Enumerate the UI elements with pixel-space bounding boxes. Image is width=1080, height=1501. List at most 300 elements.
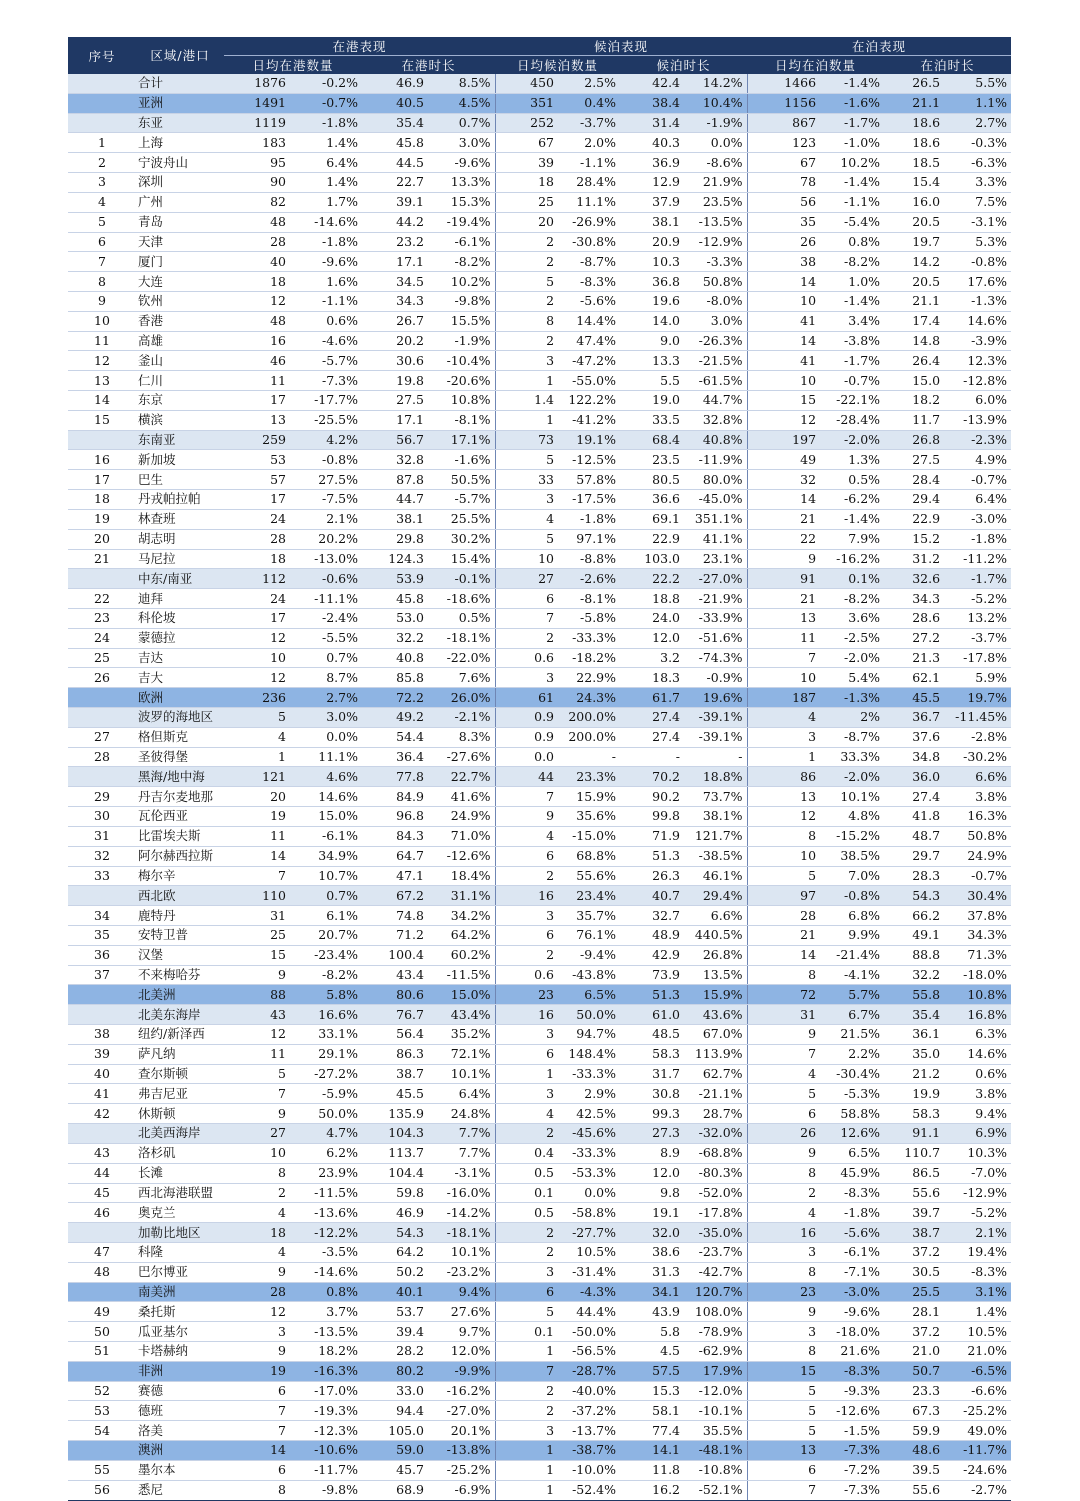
cell-daily-berthing: 97 — [747, 886, 820, 906]
cell-daily-in-port: 3 — [224, 1322, 290, 1342]
cell-daily-berthing-change: -7.3% — [820, 1441, 884, 1461]
cell-in-port-duration: 33.0 — [362, 1381, 428, 1401]
cell-waiting-duration-change: -33.9% — [684, 608, 747, 628]
row-seq: 31 — [68, 826, 136, 846]
cell-daily-waiting-change: 23.3% — [558, 767, 620, 787]
row-seq: 18 — [68, 490, 136, 510]
cell-daily-berthing-change: -2.0% — [820, 430, 884, 450]
row-seq — [68, 985, 136, 1005]
cell-berthing-duration-change: 12.3% — [944, 351, 1011, 371]
cell-berthing-duration: 11.7 — [884, 410, 944, 430]
cell-daily-waiting: 6 — [495, 589, 558, 609]
cell-waiting-duration-change: -10.1% — [684, 1401, 747, 1421]
cell-daily-berthing-change: -8.7% — [820, 727, 884, 747]
cell-daily-berthing-change: -8.2% — [820, 589, 884, 609]
row-seq: 33 — [68, 866, 136, 886]
cell-waiting-duration: 16.2 — [620, 1480, 684, 1500]
cell-berthing-duration-change: -3.9% — [944, 331, 1011, 351]
cell-daily-in-port-change: -11.1% — [290, 589, 362, 609]
row-name: 不来梅哈芬 — [136, 965, 224, 985]
cell-daily-in-port-change: 27.5% — [290, 470, 362, 490]
cell-daily-in-port-change: -1.8% — [290, 232, 362, 252]
cell-berthing-duration-change: 21.0% — [944, 1342, 1011, 1362]
cell-berthing-duration: 34.3 — [884, 589, 944, 609]
cell-waiting-duration-change: -21.1% — [684, 1084, 747, 1104]
cell-daily-in-port-change: 3.7% — [290, 1302, 362, 1322]
cell-waiting-duration-change: 41.1% — [684, 529, 747, 549]
cell-daily-in-port-change: 29.1% — [290, 1044, 362, 1064]
cell-daily-berthing: 2 — [747, 1183, 820, 1203]
cell-berthing-duration-change: 10.3% — [944, 1143, 1011, 1163]
cell-daily-waiting-change: -13.7% — [558, 1421, 620, 1441]
cell-daily-berthing: 31 — [747, 1005, 820, 1025]
cell-waiting-duration: 34.1 — [620, 1282, 684, 1302]
cell-berthing-duration: 35.4 — [884, 1005, 944, 1025]
cell-waiting-duration-change: -32.0% — [684, 1124, 747, 1144]
cell-waiting-duration: 33.5 — [620, 410, 684, 430]
cell-in-port-duration-change: -10.4% — [428, 351, 495, 371]
cell-waiting-duration-change: 3.0% — [684, 311, 747, 331]
cell-berthing-duration: 17.4 — [884, 311, 944, 331]
cell-daily-in-port-change: 15.0% — [290, 807, 362, 827]
cell-in-port-duration: 87.8 — [362, 470, 428, 490]
row-name: 东南亚 — [136, 430, 224, 450]
cell-daily-waiting-change: 35.7% — [558, 906, 620, 926]
cell-berthing-duration-change: 37.8% — [944, 906, 1011, 926]
cell-daily-berthing-change: 6.7% — [820, 1005, 884, 1025]
port-row — [68, 1163, 1011, 1183]
cell-daily-waiting-change: -2.6% — [558, 569, 620, 589]
cell-daily-berthing-change: -22.1% — [820, 391, 884, 411]
cell-waiting-duration: 58.1 — [620, 1401, 684, 1421]
port-row — [68, 470, 1011, 490]
cell-berthing-duration-change: 34.3% — [944, 925, 1011, 945]
row-name: 欧洲 — [136, 688, 224, 708]
cell-in-port-duration: 35.4 — [362, 113, 428, 133]
cell-daily-waiting: 3 — [495, 1262, 558, 1282]
cell-daily-berthing-change: -18.0% — [820, 1322, 884, 1342]
cell-in-port-duration: 53.0 — [362, 608, 428, 628]
cell-berthing-duration-change: 16.8% — [944, 1005, 1011, 1025]
row-name: 釜山 — [136, 351, 224, 371]
cell-daily-waiting-change: 28.4% — [558, 173, 620, 193]
cell-berthing-duration: 22.9 — [884, 509, 944, 529]
cell-in-port-duration: 124.3 — [362, 549, 428, 569]
cell-daily-waiting: 2 — [495, 1401, 558, 1421]
cell-in-port-duration: 50.2 — [362, 1262, 428, 1282]
continent-row — [68, 1282, 1011, 1302]
cell-in-port-duration: 39.1 — [362, 192, 428, 212]
row-seq: 38 — [68, 1025, 136, 1045]
cell-berthing-duration-change: 6.6% — [944, 767, 1011, 787]
cell-waiting-duration: 43.9 — [620, 1302, 684, 1322]
row-name: 巴生 — [136, 470, 224, 490]
cell-daily-in-port-change: -17.0% — [290, 1381, 362, 1401]
cell-berthing-duration-change: 9.4% — [944, 1104, 1011, 1124]
cell-daily-in-port: 9 — [224, 965, 290, 985]
port-row — [68, 490, 1011, 510]
cell-berthing-duration: 18.2 — [884, 391, 944, 411]
region-row — [68, 569, 1011, 589]
cell-in-port-duration: 47.1 — [362, 866, 428, 886]
cell-waiting-duration: 42.4 — [620, 74, 684, 93]
port-row — [68, 668, 1011, 688]
cell-daily-in-port: 82 — [224, 192, 290, 212]
row-seq: 1 — [68, 133, 136, 153]
cell-in-port-duration-change: 64.2% — [428, 925, 495, 945]
port-row — [68, 787, 1011, 807]
row-seq: 20 — [68, 529, 136, 549]
cell-berthing-duration: 18.6 — [884, 133, 944, 153]
row-name: 吉大 — [136, 668, 224, 688]
cell-waiting-duration-change: -10.8% — [684, 1460, 747, 1480]
cell-waiting-duration: 48.9 — [620, 925, 684, 945]
row-seq: 16 — [68, 450, 136, 470]
cell-daily-waiting: 27 — [495, 569, 558, 589]
cell-in-port-duration: 72.2 — [362, 688, 428, 708]
cell-waiting-duration-change: 50.8% — [684, 272, 747, 292]
cell-daily-berthing-change: 45.9% — [820, 1163, 884, 1183]
cell-in-port-duration: 85.8 — [362, 668, 428, 688]
port-row — [68, 925, 1011, 945]
cell-daily-waiting: 1 — [495, 1460, 558, 1480]
cell-berthing-duration: 36.0 — [884, 767, 944, 787]
cell-daily-in-port-change: 1.4% — [290, 173, 362, 193]
cell-daily-in-port: 6 — [224, 1381, 290, 1401]
port-row — [68, 648, 1011, 668]
port-row — [68, 371, 1011, 391]
row-name: 青岛 — [136, 212, 224, 232]
cell-waiting-duration: 22.2 — [620, 569, 684, 589]
row-name: 横滨 — [136, 410, 224, 430]
region-row — [68, 430, 1011, 450]
cell-daily-waiting-change: -33.3% — [558, 1064, 620, 1084]
cell-berthing-duration: 15.2 — [884, 529, 944, 549]
cell-in-port-duration: 38.7 — [362, 1064, 428, 1084]
row-name: 中东/南亚 — [136, 569, 224, 589]
cell-waiting-duration-change: 13.5% — [684, 965, 747, 985]
cell-in-port-duration-change: 72.1% — [428, 1044, 495, 1064]
port-row — [68, 173, 1011, 193]
cell-daily-waiting: 6 — [495, 1044, 558, 1064]
cell-waiting-duration: 70.2 — [620, 767, 684, 787]
cell-in-port-duration: 44.7 — [362, 490, 428, 510]
cell-waiting-duration-change: 35.5% — [684, 1421, 747, 1441]
cell-daily-berthing: 8 — [747, 1262, 820, 1282]
cell-waiting-duration-change: -3.3% — [684, 252, 747, 272]
cell-daily-berthing-change: 3.6% — [820, 608, 884, 628]
cell-in-port-duration-change: 15.4% — [428, 549, 495, 569]
cell-daily-in-port: 9 — [224, 1104, 290, 1124]
cell-in-port-duration-change: -9.9% — [428, 1361, 495, 1381]
cell-in-port-duration-change: -22.0% — [428, 648, 495, 668]
cell-daily-in-port-change: 1.7% — [290, 192, 362, 212]
cell-daily-berthing: 9 — [747, 1143, 820, 1163]
cell-waiting-duration: 32.0 — [620, 1223, 684, 1243]
port-row — [68, 311, 1011, 331]
cell-daily-waiting: 2 — [495, 1381, 558, 1401]
cell-in-port-duration-change: 20.1% — [428, 1421, 495, 1441]
cell-berthing-duration-change: 49.0% — [944, 1421, 1011, 1441]
cell-daily-berthing-change: -1.8% — [820, 1203, 884, 1223]
cell-berthing-duration-change: -1.8% — [944, 529, 1011, 549]
row-name: 悉尼 — [136, 1480, 224, 1500]
cell-daily-in-port: 1 — [224, 747, 290, 767]
cell-daily-in-port-change: -16.3% — [290, 1361, 362, 1381]
cell-waiting-duration-change: -1.9% — [684, 113, 747, 133]
cell-berthing-duration-change: -2.3% — [944, 430, 1011, 450]
cell-waiting-duration: 80.5 — [620, 470, 684, 490]
header-daily-in-port: 日均在港数量 — [224, 56, 362, 75]
cell-in-port-duration-change: 60.2% — [428, 945, 495, 965]
cell-daily-in-port: 12 — [224, 1025, 290, 1045]
row-name: 林查班 — [136, 509, 224, 529]
cell-waiting-duration-change: -0.9% — [684, 668, 747, 688]
cell-berthing-duration-change: -7.0% — [944, 1163, 1011, 1183]
cell-in-port-duration: 27.5 — [362, 391, 428, 411]
row-seq: 30 — [68, 807, 136, 827]
row-name: 安特卫普 — [136, 925, 224, 945]
cell-daily-in-port-change: 3.0% — [290, 708, 362, 728]
cell-daily-in-port: 1491 — [224, 93, 290, 113]
cell-daily-in-port-change: 20.7% — [290, 925, 362, 945]
cell-berthing-duration: 45.5 — [884, 688, 944, 708]
cell-berthing-duration: 21.1 — [884, 93, 944, 113]
cell-daily-waiting: 39 — [495, 153, 558, 173]
cell-daily-in-port-change: -11.5% — [290, 1183, 362, 1203]
cell-in-port-duration: 40.8 — [362, 648, 428, 668]
region-row — [68, 1124, 1011, 1144]
cell-in-port-duration: 45.7 — [362, 1460, 428, 1480]
cell-daily-in-port: 14 — [224, 1441, 290, 1461]
row-seq: 54 — [68, 1421, 136, 1441]
cell-daily-in-port-change: -5.7% — [290, 351, 362, 371]
row-seq: 47 — [68, 1242, 136, 1262]
row-name: 洛杉矶 — [136, 1143, 224, 1163]
cell-in-port-duration-change: 13.3% — [428, 173, 495, 193]
cell-daily-in-port-change: -7.5% — [290, 490, 362, 510]
cell-in-port-duration: 84.9 — [362, 787, 428, 807]
port-row — [68, 608, 1011, 628]
row-seq: 53 — [68, 1401, 136, 1421]
cell-daily-berthing-change: 21.5% — [820, 1025, 884, 1045]
port-row — [68, 351, 1011, 371]
cell-daily-in-port-change: -13.6% — [290, 1203, 362, 1223]
cell-berthing-duration: 30.5 — [884, 1262, 944, 1282]
cell-berthing-duration: 28.3 — [884, 866, 944, 886]
cell-waiting-duration-change: 351.1% — [684, 509, 747, 529]
row-name: 合计 — [136, 74, 224, 93]
cell-daily-in-port: 121 — [224, 767, 290, 787]
cell-waiting-duration: 36.6 — [620, 490, 684, 510]
cell-daily-waiting: 4 — [495, 826, 558, 846]
cell-in-port-duration: 71.2 — [362, 925, 428, 945]
row-seq: 15 — [68, 410, 136, 430]
row-name: 纽约/新泽西 — [136, 1025, 224, 1045]
cell-daily-waiting: 2 — [495, 945, 558, 965]
cell-waiting-duration: 37.9 — [620, 192, 684, 212]
cell-daily-waiting: 1 — [495, 1342, 558, 1362]
cell-waiting-duration-change: -23.7% — [684, 1242, 747, 1262]
cell-daily-in-port-change: -0.6% — [290, 569, 362, 589]
cell-in-port-duration: 68.9 — [362, 1480, 428, 1500]
cell-berthing-duration: 19.7 — [884, 232, 944, 252]
port-row — [68, 1104, 1011, 1124]
row-seq: 22 — [68, 589, 136, 609]
cell-berthing-duration-change: -11.7% — [944, 1441, 1011, 1461]
cell-daily-waiting-change: 47.4% — [558, 331, 620, 351]
row-name: 胡志明 — [136, 529, 224, 549]
cell-daily-berthing: 78 — [747, 173, 820, 193]
cell-berthing-duration: 27.2 — [884, 628, 944, 648]
cell-berthing-duration-change: 3.3% — [944, 173, 1011, 193]
row-name: 马尼拉 — [136, 549, 224, 569]
cell-waiting-duration: 99.3 — [620, 1104, 684, 1124]
row-seq: 24 — [68, 628, 136, 648]
cell-daily-in-port: 236 — [224, 688, 290, 708]
cell-daily-waiting: 3 — [495, 490, 558, 510]
row-seq — [68, 1223, 136, 1243]
row-seq — [68, 113, 136, 133]
cell-waiting-duration: 19.0 — [620, 391, 684, 411]
cell-daily-berthing-change: 58.8% — [820, 1104, 884, 1124]
cell-daily-waiting: 2 — [495, 232, 558, 252]
cell-berthing-duration: 34.8 — [884, 747, 944, 767]
cell-daily-berthing: 6 — [747, 1104, 820, 1124]
cell-waiting-duration-change: 26.8% — [684, 945, 747, 965]
cell-berthing-duration-change: -12.9% — [944, 1183, 1011, 1203]
cell-daily-waiting-change: -17.5% — [558, 490, 620, 510]
cell-berthing-duration: 49.1 — [884, 925, 944, 945]
cell-daily-berthing-change: -2.0% — [820, 767, 884, 787]
cell-in-port-duration-change: -13.8% — [428, 1441, 495, 1461]
cell-waiting-duration-change: -35.0% — [684, 1223, 747, 1243]
row-seq: 26 — [68, 668, 136, 688]
cell-waiting-duration-change: 21.9% — [684, 173, 747, 193]
cell-daily-waiting: 1 — [495, 1480, 558, 1500]
cell-waiting-duration-change: 120.7% — [684, 1282, 747, 1302]
row-seq — [68, 708, 136, 728]
cell-waiting-duration-change: 15.9% — [684, 985, 747, 1005]
cell-daily-waiting: 6 — [495, 925, 558, 945]
cell-daily-berthing-change: 7.9% — [820, 529, 884, 549]
cell-waiting-duration: 18.8 — [620, 589, 684, 609]
header-berthing-duration: 在泊时长 — [884, 56, 1011, 75]
cell-daily-waiting-change: -8.3% — [558, 272, 620, 292]
cell-waiting-duration-change: 29.4% — [684, 886, 747, 906]
cell-daily-waiting-change: 94.7% — [558, 1025, 620, 1045]
cell-daily-in-port: 110 — [224, 886, 290, 906]
cell-waiting-duration: 57.5 — [620, 1361, 684, 1381]
port-performance-table — [68, 37, 1011, 1501]
cell-waiting-duration-change: -38.5% — [684, 846, 747, 866]
cell-waiting-duration: 19.1 — [620, 1203, 684, 1223]
cell-daily-waiting-change: - — [558, 747, 620, 767]
row-seq — [68, 569, 136, 589]
cell-daily-in-port-change: 1.6% — [290, 272, 362, 292]
cell-daily-waiting: 16 — [495, 1005, 558, 1025]
cell-daily-in-port-change: -0.7% — [290, 93, 362, 113]
cell-daily-waiting: 3 — [495, 668, 558, 688]
cell-waiting-duration: 26.3 — [620, 866, 684, 886]
cell-daily-in-port: 7 — [224, 1401, 290, 1421]
row-name: 阿尔赫西拉斯 — [136, 846, 224, 866]
cell-daily-in-port-change: -0.8% — [290, 450, 362, 470]
row-name: 丹吉尔麦地那 — [136, 787, 224, 807]
row-seq: 45 — [68, 1183, 136, 1203]
cell-waiting-duration-change: -80.3% — [684, 1163, 747, 1183]
region-row — [68, 1005, 1011, 1025]
cell-daily-berthing: 10 — [747, 291, 820, 311]
port-row — [68, 826, 1011, 846]
row-name: 丹戎帕拉帕 — [136, 490, 224, 510]
cell-daily-waiting-change: -31.4% — [558, 1262, 620, 1282]
row-seq: 4 — [68, 192, 136, 212]
cell-daily-in-port: 13 — [224, 410, 290, 430]
row-name: 梅尔辛 — [136, 866, 224, 886]
cell-daily-waiting: 0.5 — [495, 1163, 558, 1183]
cell-daily-berthing: 5 — [747, 1381, 820, 1401]
cell-berthing-duration: 37.2 — [884, 1242, 944, 1262]
cell-waiting-duration: 5.5 — [620, 371, 684, 391]
cell-daily-waiting: 73 — [495, 430, 558, 450]
cell-daily-berthing: 5 — [747, 1084, 820, 1104]
cell-berthing-duration: 20.5 — [884, 212, 944, 232]
cell-daily-waiting-change: 22.9% — [558, 668, 620, 688]
cell-in-port-duration: 40.1 — [362, 1282, 428, 1302]
cell-waiting-duration: 5.8 — [620, 1322, 684, 1342]
cell-berthing-duration: 39.7 — [884, 1203, 944, 1223]
row-seq: 44 — [68, 1163, 136, 1183]
port-row — [68, 252, 1011, 272]
cell-daily-in-port-change: -2.4% — [290, 608, 362, 628]
cell-daily-in-port-change: 33.1% — [290, 1025, 362, 1045]
cell-waiting-duration-change: -13.5% — [684, 212, 747, 232]
cell-in-port-duration: 104.3 — [362, 1124, 428, 1144]
row-name: 长滩 — [136, 1163, 224, 1183]
cell-waiting-duration: 68.4 — [620, 430, 684, 450]
cell-daily-in-port: 10 — [224, 1143, 290, 1163]
cell-berthing-duration-change: -30.2% — [944, 747, 1011, 767]
cell-daily-waiting-change: -50.0% — [558, 1322, 620, 1342]
cell-daily-waiting-change: -1.8% — [558, 509, 620, 529]
cell-daily-in-port: 40 — [224, 252, 290, 272]
cell-daily-in-port: 259 — [224, 430, 290, 450]
cell-in-port-duration-change: -18.1% — [428, 1223, 495, 1243]
cell-in-port-duration-change: -1.6% — [428, 450, 495, 470]
cell-daily-in-port: 48 — [224, 311, 290, 331]
port-row — [68, 866, 1011, 886]
cell-daily-berthing-change: 2% — [820, 708, 884, 728]
cell-daily-in-port-change: 0.0% — [290, 727, 362, 747]
cell-daily-in-port-change: 4.7% — [290, 1124, 362, 1144]
cell-in-port-duration-change: -5.7% — [428, 490, 495, 510]
cell-daily-waiting: 4 — [495, 1104, 558, 1124]
cell-daily-in-port: 11 — [224, 1044, 290, 1064]
cell-waiting-duration: 12.0 — [620, 628, 684, 648]
cell-waiting-duration-change: 113.9% — [684, 1044, 747, 1064]
row-seq: 9 — [68, 291, 136, 311]
cell-daily-waiting-change: 76.1% — [558, 925, 620, 945]
region-row — [68, 767, 1011, 787]
cell-berthing-duration-change: -2.8% — [944, 727, 1011, 747]
row-name: 西北欧 — [136, 886, 224, 906]
cell-in-port-duration: 54.3 — [362, 1223, 428, 1243]
cell-daily-berthing: 197 — [747, 430, 820, 450]
cell-waiting-duration: 11.8 — [620, 1460, 684, 1480]
cell-daily-waiting: 1.4 — [495, 391, 558, 411]
cell-daily-waiting: 5 — [495, 529, 558, 549]
